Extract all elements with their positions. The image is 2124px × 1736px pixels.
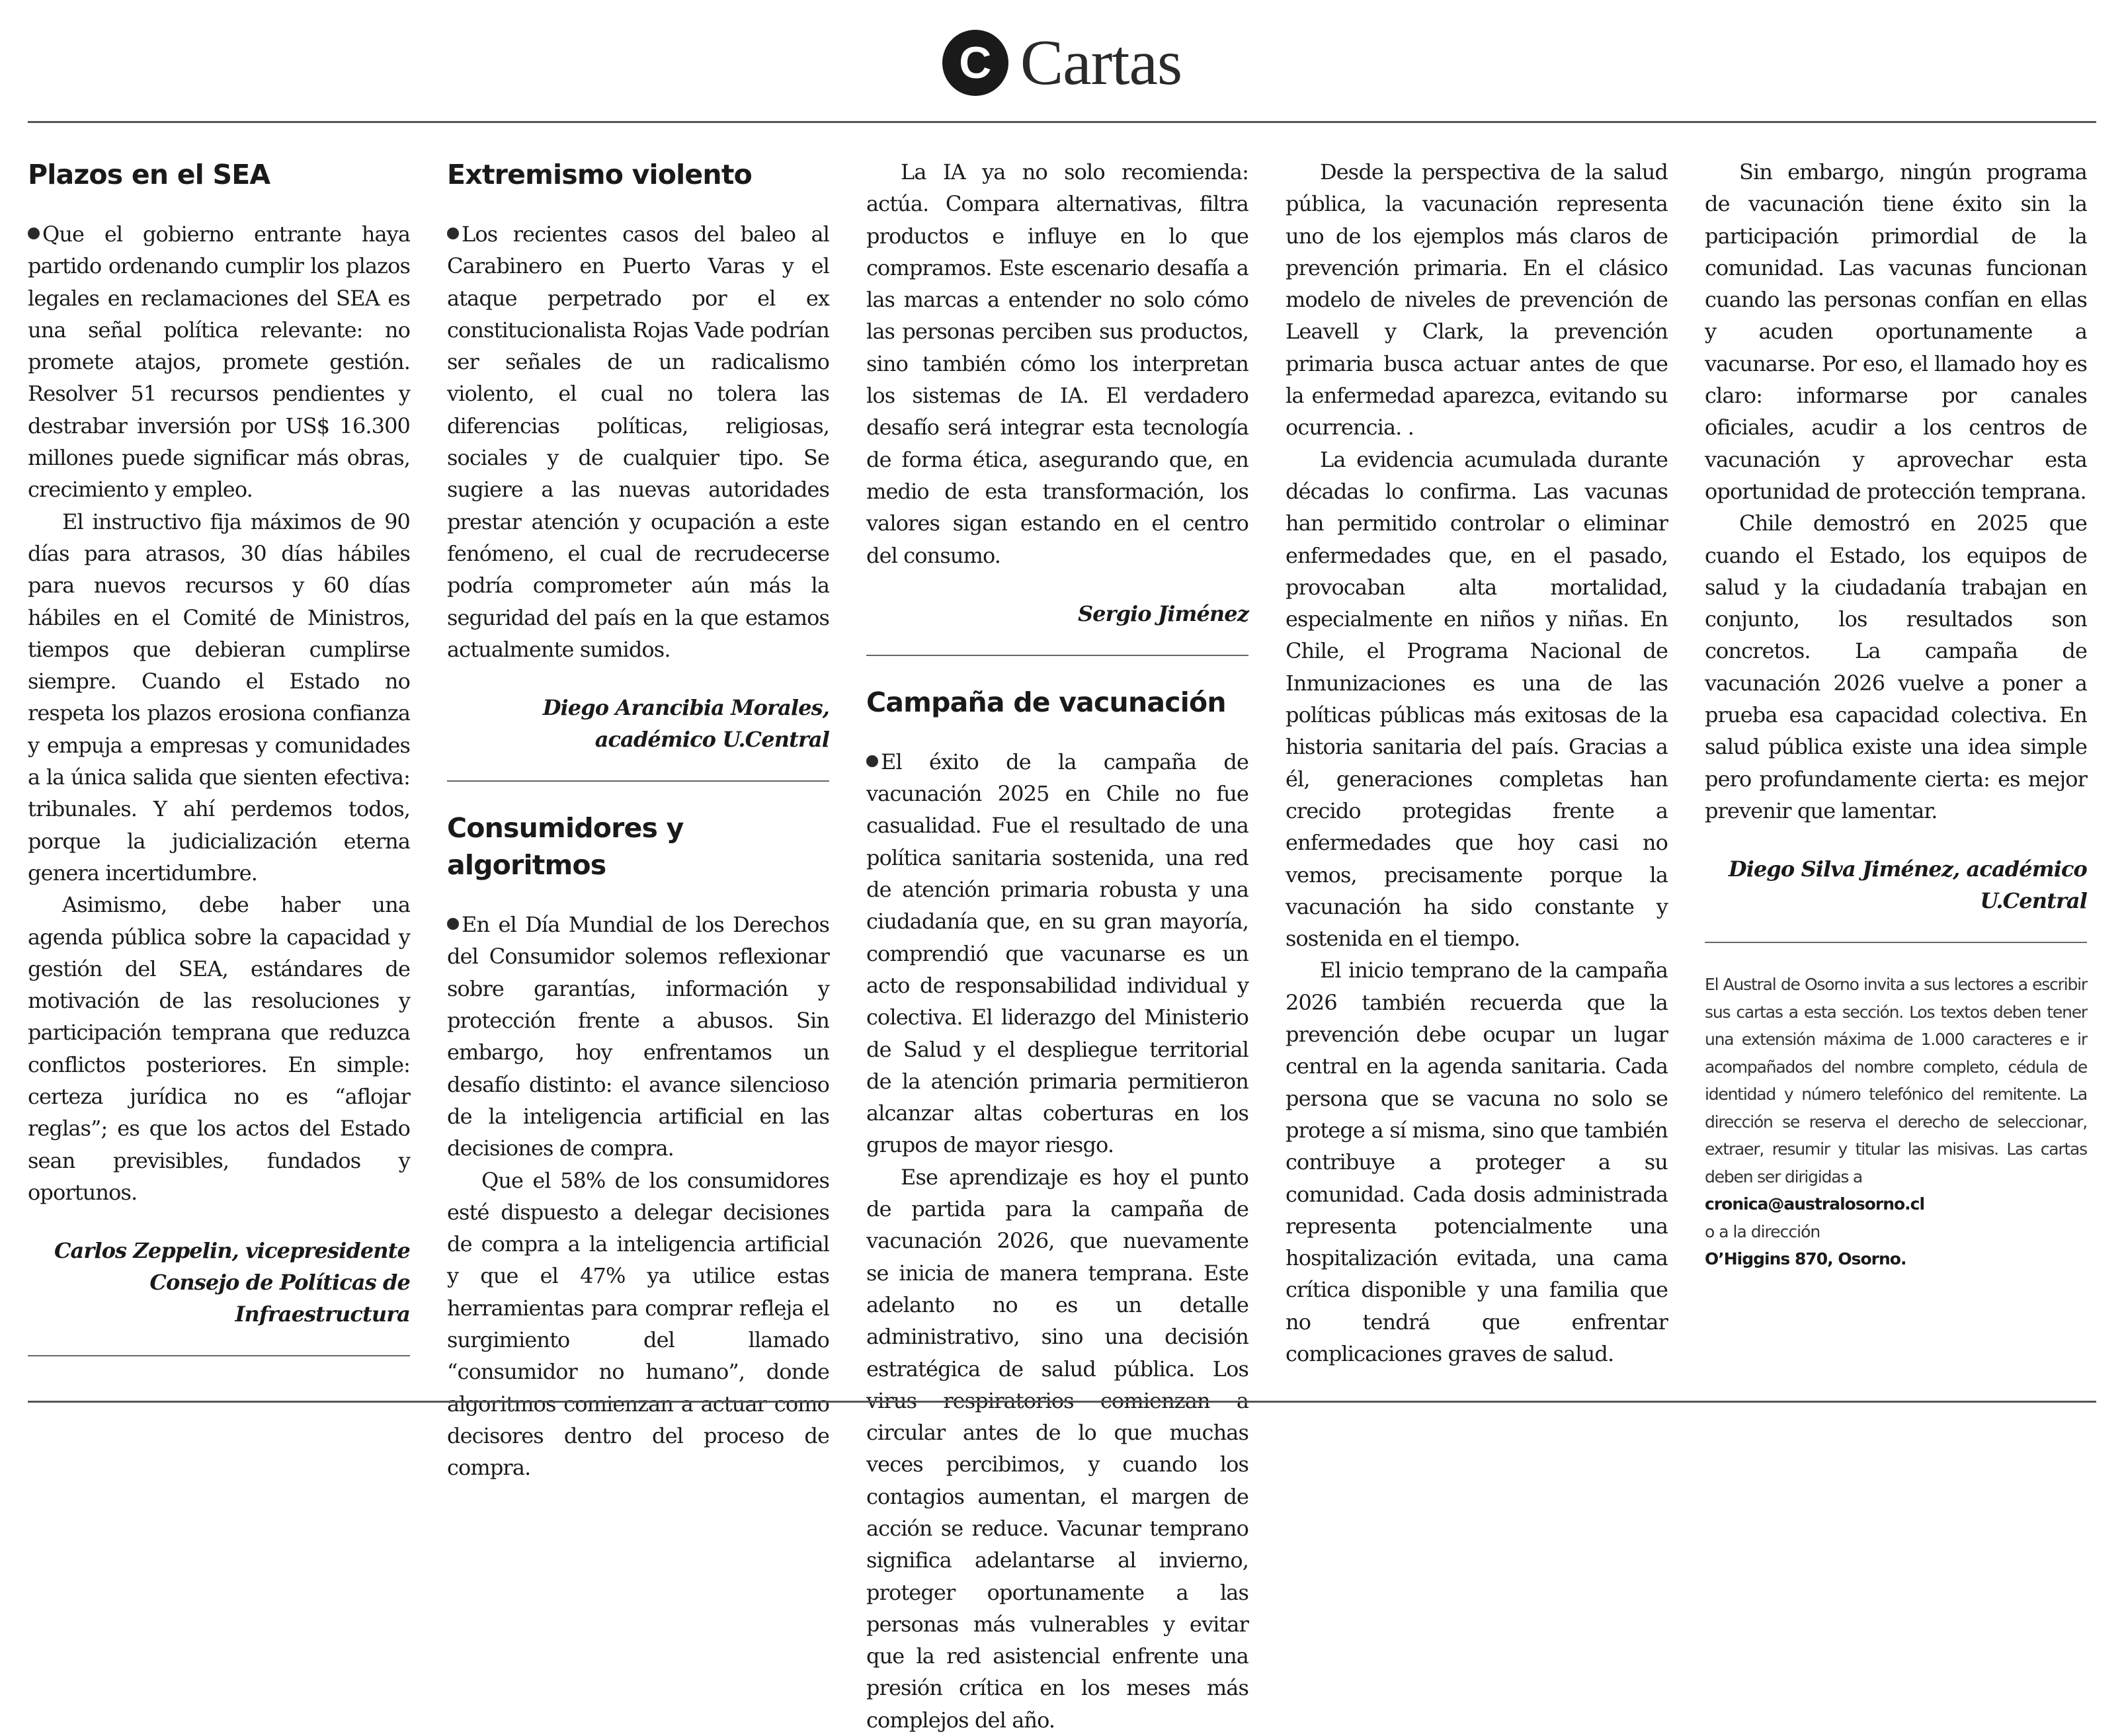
section-logo-icon: C bbox=[942, 30, 1008, 96]
notice-divider bbox=[1705, 942, 2087, 943]
letter-signature: Sergio Jiménez bbox=[1077, 600, 1248, 626]
letter-signature: Diego Arancibia Morales, académico U.Central bbox=[542, 695, 829, 753]
letter-headline: Plazos en el SEA bbox=[28, 159, 270, 190]
column-2 bbox=[447, 156, 829, 1484]
letter-paragraph: Desde la perspectiva de la salud pública, la vacunación representa uno de los ejemplos más claros de prevención primaria. En el clásico modelo de niveles de prevención de Leavell y Clark, la prevención primaria busca actuar antes de que la enfermedad aparezca, evitando su ocurrencia. . bbox=[1286, 159, 1668, 440]
bullet-icon bbox=[866, 755, 878, 767]
notice-or-address: o a la dirección bbox=[1705, 1221, 1820, 1241]
letter-paragraph: El inicio temprano de la campaña 2026 también recuerda que la prevención debe ocupar un lugar central en la agenda sanitaria. Cada persona que se vacuna no solo se protege a sí misma, sino que también contribuye a proteger a su comunidad. Cada dosis administrada representa potencialmente una hospitalización evitada, una cama crítica disponible y una familia que no tendrá que enfrentar complicaciones graves de salud. bbox=[1286, 958, 1668, 1366]
bullet-icon bbox=[28, 227, 40, 239]
notice-text: El Austral de Osorno invita a sus lectores a escribir sus cartas a esta sección. Los textos deben tener una extensión máxima de 1.000 caracteres e ir acompañados del nombre completo, cédula de identidad y número telefónico del remitente. La dirección se reserva el derecho de seleccionar, extraer, resumir y titular las misivas. Las cartas deben ser dirigidas a bbox=[1705, 975, 2087, 1186]
letter-paragraph: Que el 58% de los consumidores esté dispuesto a delegar decisiones de compra a la inteligencia artificial y que el 47% ya utilice estas herramientas para comprar refleja el surgimiento del llamado “consumidor no humano”, donde algoritmos comienzan a actuar como decisores dentro del proceso de compra. bbox=[447, 1167, 829, 1481]
letter-signature: Diego Silva Jiménez, académico U.Central bbox=[1728, 856, 2087, 914]
notice-address: O’Higgins 870, Osorno. bbox=[1705, 1249, 1906, 1269]
submission-notice bbox=[1705, 971, 2087, 1273]
letter-consumidores bbox=[447, 809, 829, 1483]
letter-paragraph: Sin embargo, ningún programa de vacunación tiene éxito sin la participación primordial de la comunidad. Las vacunas funcionan cuando las personas confían en ellas y acuden oportunamente a vacunarse. Por eso, el llamado hoy es claro: informarse por canales oficiales, acudir a los centros de vacunación y aprovechar esta oportunidad de protección temprana. bbox=[1705, 159, 2087, 504]
section-title: Cartas bbox=[1020, 27, 1182, 99]
letter-paragraph: Que el gobierno entrante haya partido ordenando cumplir los plazos legales en reclamaciones del SEA es una señal política relevante: no promete atajos, promete gestión. Resolver 51 recursos pendientes y destrabar inversión por US$ 16.300 millones puede significar más obras, crecimiento y empleo. bbox=[28, 222, 410, 503]
letter-paragraph: Ese aprendizaje es hoy el punto de partida para la campaña de vacunación 2026, que nuevamente se inicia de manera temprana. Este adelanto no es un detalle administrativo, sino una decisión estratégica de salud pública. Los virus respiratorios comienzan a circular antes de lo que muchas veces percibimos, y cuando los contagios aumentan, el margen de acción se reduce. Vacunar temprano significa adelantarse al invierno, proteger oportunamente a las personas más vulnerables y evitar que la red asistencial enfrente una presión crítica en los meses más complejos del año. bbox=[866, 1164, 1248, 1733]
masthead bbox=[0, 20, 2124, 106]
column-5 bbox=[1705, 156, 2087, 1273]
letter-paragraph: El instructivo fija máximos de 90 días para atrasos, 30 días hábiles para nuevos recursos y 60 días hábiles en el Comité de Ministros, tiempos que debieran cumplirse siempre. Cuando el Estado no respeta los plazos erosiona confianza y empuja a empresas y comunidades a la única salida que sienten efectiva: tribunales. Y ahí perdemos todos, porque la judicialización eterna genera incertidumbre. bbox=[28, 509, 410, 886]
letter-paragraph: La IA ya no solo recomienda: actúa. Compara alternativas, filtra productos e influye en lo que compramos. Este escenario desafía a las marcas a entender no solo cómo las personas perciben sus productos, sino también cómo los interpretan los sistemas de IA. El verdadero desafío será integrar esta tecnología de forma ética, asegurando que, en medio de esta transformación, los valores sigan estando en el centro del consumo. bbox=[866, 159, 1248, 568]
letter-extremismo bbox=[447, 156, 829, 755]
letter-paragraph: En el Día Mundial de los Derechos del Consumidor solemos reflexionar sobre garantías, información y protección frente a abusos. Sin embargo, hoy enfrentamos un desafío distinto: el avance silencioso de la inteligencia artificial en las decisiones de compra. bbox=[447, 912, 829, 1161]
notice-email[interactable]: cronica@australosorno.cl bbox=[1705, 1194, 1925, 1214]
bottom-rule bbox=[28, 1401, 2096, 1403]
letter-paragraph: La evidencia acumulada durante décadas lo confirma. Las vacunas han permitido controlar o eliminar enfermedades que, en el pasado, provocaban alta mortalidad, especialmente en niños y niñas. En Chile, el Programa Nacional de Inmunizaciones es una de las políticas públicas más exitosas de la historia sanitaria del país. Gracias a él, generaciones completas han crecido protegidas frente a enfermedades que hoy casi no vemos, precisamente porque la vacunación ha sido constante y sostenida en el tiempo. bbox=[1286, 446, 1668, 952]
letter-plazos-sea bbox=[28, 156, 410, 1384]
letter-headline: Campaña de vacunación bbox=[866, 686, 1226, 718]
letter-paragraph: El éxito de la campaña de vacunación 2025 en Chile no fue casualidad. Fue el resultado de una política sanitaria sostenida, una red de atención primaria robusta y una ciudadanía que, en su gran mayoría, comprendió que vacunarse es un acto de responsabilidad individual y colectiva. El liderazgo del Ministerio de Salud y el despliegue territorial de la atención primaria permitieron alcanzar altas coberturas en los grupos de mayor riesgo. bbox=[866, 749, 1248, 1158]
letter-paragraph: Chile demostró en 2025 que cuando el Estado, los equipos de salud y la ciudadanía trabajan en conjunto, los resultados son concretos. La campaña de vacunación 2026 vuelve a poner a prueba esa capacidad colectiva. En salud pública existe una idea simple pero profundamente cierta: es mejor prevenir que lamentar. bbox=[1705, 511, 2087, 823]
top-rule bbox=[28, 121, 2096, 123]
letter-paragraph: Asimismo, debe haber una agenda pública sobre la capacidad y gestión del SEA, estándares de motivación de las resoluciones y participación temprana que reduzca conflictos posteriores. En simple: certeza jurídica no es “aflojar reglas”; es que los actos del Estado sean previsibles, fundados y oportunos. bbox=[28, 892, 410, 1205]
letter-headline: Consumidores y algoritmos bbox=[447, 812, 684, 882]
letter-signature: Carlos Zeppelin, vicepresidente Consejo de Políticas de Infraestructura bbox=[54, 1238, 410, 1327]
column-3 bbox=[866, 156, 1248, 1736]
bullet-icon bbox=[447, 918, 459, 930]
article-divider bbox=[866, 655, 1248, 656]
letter-headline: Extremismo violento bbox=[447, 159, 752, 190]
bullet-icon bbox=[447, 227, 459, 239]
article-divider bbox=[447, 780, 829, 782]
column-4 bbox=[1286, 156, 1668, 1370]
letter-paragraph: Los recientes casos del baleo al Carabinero en Puerto Varas y el ataque perpetrado por el ex constitucionalista Rojas Vade podrían ser señales de un radicalismo violento, el cual no tolera las diferencias políticas, religiosas, sociales y de cualquier tipo. Se sugiere a las nuevas autoridades prestar atención y ocupación a este fenómeno, el cual de recrudecerse podría comprometer aún más la seguridad del país en la que estamos actualmente sumidos. bbox=[447, 222, 829, 662]
column-divider bbox=[28, 1355, 410, 1356]
